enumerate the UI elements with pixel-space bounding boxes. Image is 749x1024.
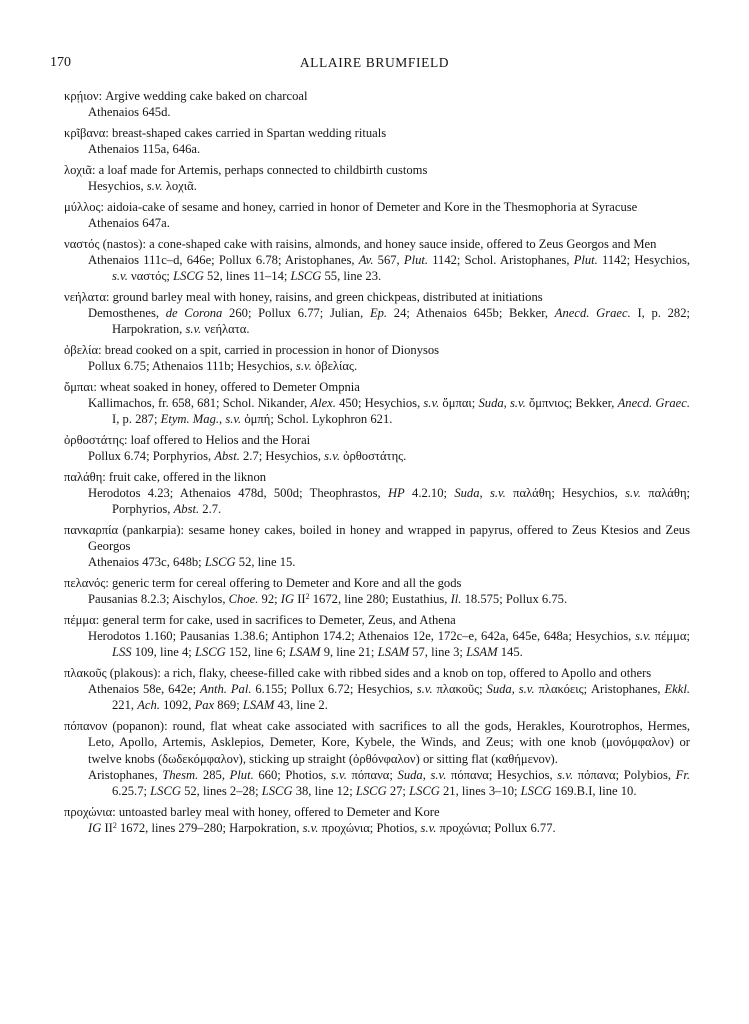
entry-term-definition: ὀβελία: bread cooked on a spit, carried in procession in honor of Dionysos [64,342,440,357]
running-title: ALLAIRE BRUMFIELD [299,55,450,70]
entry-term-definition: κρῄιον: Argive wedding cake baked on charcoal [64,89,308,103]
entry-term-definition: προχώνια: untoasted barley meal with honey, offered to Demeter and Kore [64,804,440,819]
entry-term-definition: πλακοῦς (plakous): a rich, flaky, cheese-filled cake with ribbed sides and a knob on top, offered to Apollo and others [64,666,652,680]
entry-references: Herodotos 1.160; Pausanias 1.38.6; Antiphon 174.2; Athenaios 12e, 172c–e, 642a, 645e, 648a; Hesychios, s.v. πέμμα; LSS 109, line 4; LSCG 152, line 6; LSAM 9, line 21; LSAM 57, line 3; LSAM 145. [88,629,690,660]
entry-references: Athenaios 647a. [88,215,170,230]
glossary-entry [64,162,690,194]
entry-references: Demosthenes, de Corona 260; Pollux 6.77; Julian, Ep. 24; Athenaios 645b; Bekker, Anecd. Graec. I, p. 282; Harpokration, s.v. νεήλατα. [88,305,691,337]
entry-references: Athenaios 473c, 648b; LSCG 52, line 15. [88,555,296,570]
glossary-entry [64,804,690,836]
glossary-entry [64,125,690,157]
glossary-entry [64,612,690,661]
entry-references: Herodotos 4.23; Athenaios 478d, 500d; Theophrastos, HP 4.2.10; Suda, s.v. παλάθη; Hesychios, s.v. παλάθη; Porphyrios, Abst. 2.7. [88,485,691,517]
entry-term-definition: πόπανον (popanon): round, flat wheat cake associated with sacrifices to all the gods, Herakles, Kourotrophos, Hermes, Leto, Apollo, Artemis, Asklepios, Demeter, Kore, Kybele, the Winds, and Zeus; with one knob (μονόμφαλον) or twelve knobs (δωδεκόμφαλον), sticking up straight (ὀρθόνφαλον) or sitting flat (καθήμενον). [64,719,690,766]
entry-references: Pollux 6.74; Porphyrios, Abst. 2.7; Hesychios, s.v. ὀρθοστάτης. [88,449,407,464]
glossary-entry [64,88,690,120]
glossary-entry [64,665,690,714]
entry-references: Kallimachos, fr. 658, 681; Schol. Nikander, Alex. 450; Hesychios, s.v. ὄμπαι; Suda, s.v. ὄμπνιος; Bekker, Anecd. Graec. I, p. 287; Etym. Mag., s.v. ὀμπή; Schol. Lykophron 621. [88,395,690,427]
entry-term-definition: πέμμα: general term for cake, used in sacrifices to Demeter, Zeus, and Athena [64,612,456,627]
entry-term-definition: ναστός (nastos): a cone-shaped cake with raisins, almonds, and honey sauce inside, offered to Zeus Georgos and Men [64,236,657,251]
entry-references: Pausanias 8.2.3; Aischylos, Choe. 92; IG $II^2$ 1672, line 280; Eustathius, Il. 18.575; Pollux 6.75. [88,592,568,607]
entry-references: Aristophanes, Thesm. 285, Plut. 660; Photios, s.v. πόπανα; Suda, s.v. πόπανα; Hesychios, s.v. πόπανα; Polybios, Fr. 6.25.7; LSCG 52, lines 2–28; LSCG 38, line 12; LSCG 27; LSCG 21, lines 3–10; LSCG 169.B.I, line 10. [88,767,691,798]
entry-references: Hesychios, s.v. λοχιᾶ. [88,179,197,194]
glossary-entry [64,289,690,338]
entry-term-definition: πανκαρπία (pankarpia): sesame honey cakes, boiled in honey and wrapped in papyrus, offered to Zeus Ktesios and Zeus Georgos [64,522,690,554]
entry-references: Athenaios 645d. [88,105,171,120]
glossary-entry [64,379,690,428]
entry-references: Athenaios 58e, 642e; Anth. Pal. 6.155; Pollux 6.72; Hesychios, s.v. πλακοῦς; Suda, s.v. πλακόεις; Aristophanes, Ekkl. 221, Ach. 1092, Pax 869; LSAM 43, line 2. [88,682,690,713]
page-number: 170 [50,55,71,70]
running-header [48,55,701,75]
entry-term-definition: ὀρθοστάτης: loaf offered to Helios and the Horai [64,432,311,447]
entry-references: Pollux 6.75; Athenaios 111b; Hesychios, s.v. ὀβελίας. [88,359,358,374]
entry-term-definition: λοχιᾶ: a loaf made for Artemis, perhaps connected to childbirth customs [64,162,428,177]
glossary-entry [64,522,690,571]
entry-term-definition: νεήλατα: ground barley meal with honey, raisins, and green chickpeas, distributed at initiations [64,289,543,304]
entry-term-definition: πελανός: generic term for cereal offering to Demeter and Kore and all the gods [64,575,462,590]
glossary-entry [64,575,690,607]
entry-references: Athenaios 115a, 646a. [88,142,201,157]
glossary-entry [64,469,690,518]
entry-references: Athenaios 111c–d, 646e; Pollux 6.78; Aristophanes, Av. 567, Plut. 1142; Schol. Aristophanes, Plut. 1142; Hesychios, s.v. ναστός; LSCG 52, lines 11–14; LSCG 55, line 23. [88,252,691,284]
glossary-entries [64,88,690,841]
entry-term-definition: κρῖβανα: breast-shaped cakes carried in Spartan wedding rituals [64,125,387,140]
entry-term-definition: μύλλος: aidoia-cake of sesame and honey, carried in honor of Demeter and Kore in the Thesmophoria at Syracuse [64,199,638,214]
glossary-entry [64,199,690,231]
glossary-entry [64,342,690,374]
glossary-entry [64,718,690,799]
glossary-entry [64,432,690,464]
glossary-entry [64,236,690,285]
entry-term-definition: παλάθη: fruit cake, offered in the liknon [64,469,267,484]
entry-references: IG $II^2$ 1672, lines 279–280; Harpokration, s.v. προχώνια; Photios, s.v. προχώνια; Pollux 6.77. [88,820,556,835]
entry-term-definition: ὄμπαι: wheat soaked in honey, offered to Demeter Ompnia [64,379,360,394]
